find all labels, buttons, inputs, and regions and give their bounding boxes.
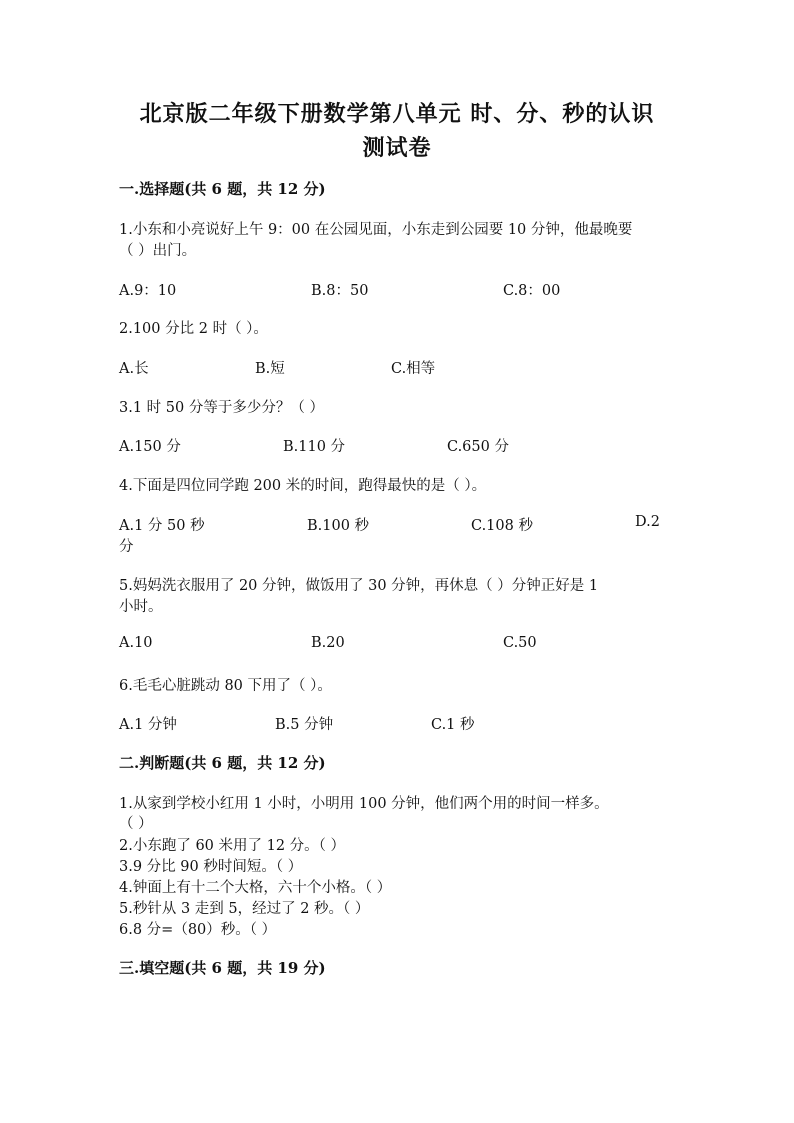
section-heading-judge: 二.判断题(共 6 题，共 12 分) [119,754,326,772]
q1-option-a: A.9：10 [119,283,177,299]
judge-5-text: 5.秒针从 3 走到 5，经过了 2 秒。（ ） [119,901,370,917]
question-6-text: 6.毛毛心脏跳动 80 下用了（ ）。 [119,678,332,694]
question-1-text: 1.小东和小亮说好上午 9：00 在公园见面，小东走到公园要 10 分钟，他最晚要 [119,222,633,238]
section-heading-choice: 一.选择题(共 6 题，共 12 分) [119,180,326,198]
q5-option-c: C.50 [503,635,537,651]
q2-option-b: B.短 [255,361,285,377]
page-title-line2: 测试卷 [362,135,432,161]
q4-option-b: B.100 秒 [307,518,370,534]
section-heading-fill: 三.填空题(共 6 题，共 19 分) [119,959,326,977]
q5-option-b: B.20 [311,635,345,651]
page-title: 北京版二年级下册数学第八单元 时、分、秒的认识 [139,101,655,127]
q1-option-b: B.8：50 [311,283,369,299]
question-1-text-cont: （ ）出门。 [119,243,197,259]
q6-option-b: B.5 分钟 [275,717,334,733]
judge-3-text: 3.9 分比 90 秒时间短。（ ） [119,859,303,875]
question-5-text: 5.妈妈洗衣服用了 20 分钟，做饭用了 30 分钟，再休息（ ）分钟正好是 1 [119,578,599,594]
q3-option-c: C.650 分 [447,439,509,455]
q3-option-a: A.150 分 [119,439,181,455]
q6-option-a: A.1 分钟 [119,717,177,733]
q6-option-c: C.1 秒 [431,717,475,733]
judge-2-text: 2.小东跑了 60 米用了 12 分。（ ） [119,838,346,854]
q4-option-d-cont: 分 [119,539,134,555]
judge-1-text-cont: （ ） [119,816,153,832]
q4-option-d: D.2 [635,514,660,530]
question-2-text: 2.100 分比 2 时（ ）。 [119,321,268,337]
q2-option-a: A.长 [119,361,149,377]
q2-option-c: C.相等 [391,361,436,377]
q3-option-b: B.110 分 [283,439,346,455]
q1-option-c: C.8：00 [503,283,561,299]
question-5-text-cont: 小时。 [119,599,163,615]
question-4-text: 4.下面是四位同学跑 200 米的时间，跑得最快的是（ ）。 [119,478,487,494]
q5-option-a: A.10 [119,635,153,651]
judge-1-text: 1.从家到学校小红用 1 小时，小明用 100 分钟，他们两个用的时间一样多。 [119,796,609,812]
judge-6-text: 6.8 分=（80）秒。（ ） [119,922,277,938]
q4-option-c: C.108 秒 [471,518,533,534]
q4-option-a: A.1 分 50 秒 [119,518,205,534]
judge-4-text: 4.钟面上有十二个大格，六十个小格。（ ） [119,880,392,896]
question-3-text: 3.1 时 50 分等于多少分？（ ） [119,400,324,416]
